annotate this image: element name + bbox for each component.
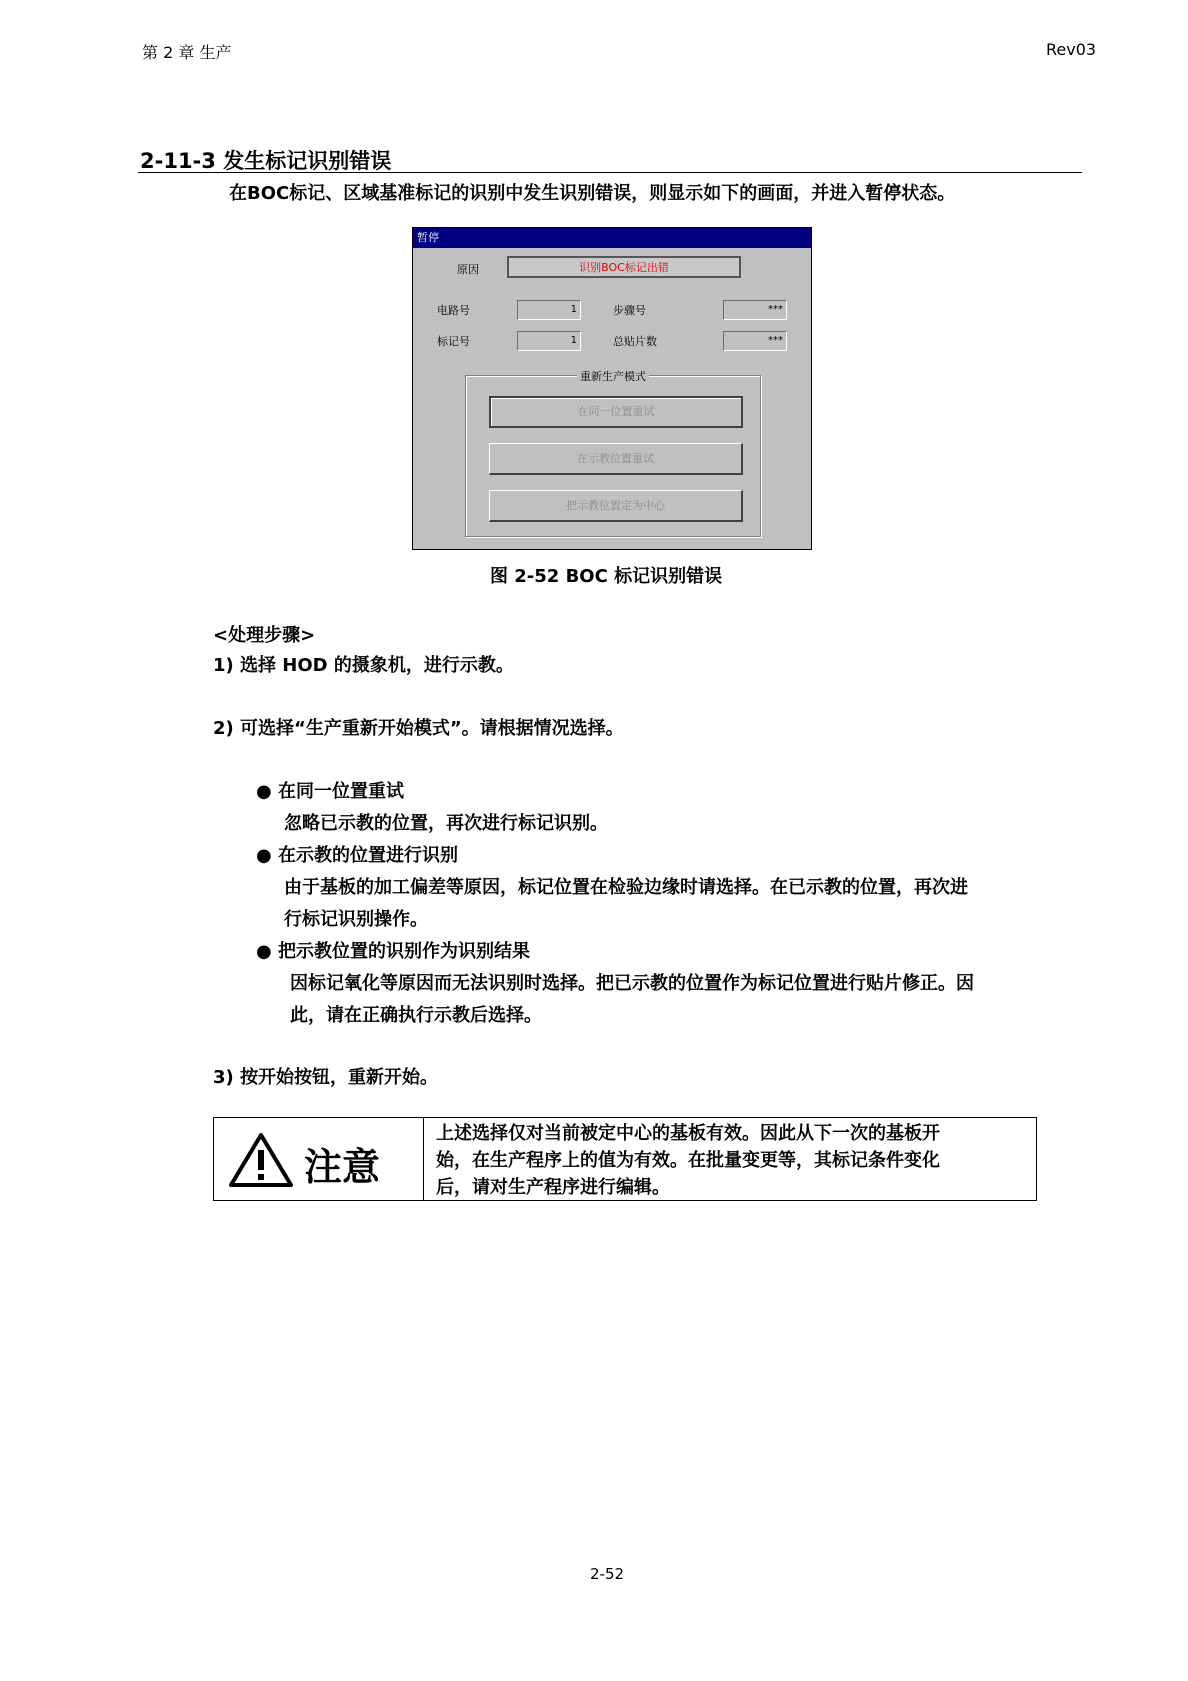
circuit-label: 电路号 bbox=[437, 304, 470, 317]
option-title-2: ● 在示教的位置进行识别 bbox=[256, 845, 458, 866]
caution-text bbox=[436, 1120, 1036, 1201]
caution-label: 注意 bbox=[304, 1145, 381, 1189]
step-field: *** bbox=[723, 300, 787, 320]
pause-dialog bbox=[412, 227, 812, 550]
procedure-step-1: 1) 选择 HOD 的摄象机，进行示教。 bbox=[213, 655, 514, 676]
option-desc-3-line-2: 此，请在正确执行示教后选择。 bbox=[290, 1005, 542, 1026]
caution-line-1: 上述选择仅对当前被定中心的基板有效。因此从下一次的基板开 bbox=[436, 1123, 940, 1144]
retry-same-position-button[interactable]: 在同一位置重试 bbox=[489, 396, 743, 428]
procedure-heading: <处理步骤> bbox=[213, 625, 316, 646]
restart-mode-title: 重新生产模式 bbox=[577, 368, 649, 384]
total-field: *** bbox=[723, 331, 787, 351]
caution-note-box bbox=[213, 1117, 1037, 1201]
revision-label: Rev03 bbox=[1046, 40, 1097, 59]
option-desc-1: 忽略已示教的位置，再次进行标记识别。 bbox=[284, 813, 608, 834]
chapter-header: 第 2 章 生产 bbox=[142, 43, 232, 62]
option-desc-3-line-1: 因标记氧化等原因而无法识别时选择。把已示教的位置作为标记位置进行贴片修正。因 bbox=[290, 973, 974, 994]
retry-teach-position-button[interactable]: 在示教位置重试 bbox=[489, 443, 743, 475]
intro-text: 在BOC标记、区域基准标记的识别中发生识别错误，则显示如下的画面，并进入暂停状态。 bbox=[229, 183, 956, 204]
figure-caption: 图 2-52 BOC 标记识别错误 bbox=[490, 566, 723, 587]
reason-label: 原因 bbox=[457, 263, 479, 276]
section-title: 2-11-3 发生标记识别错误 bbox=[140, 149, 392, 173]
option-title-3: ● 把示教位置的识别作为识别结果 bbox=[256, 941, 530, 962]
procedure-step-2: 2) 可选择“生产重新开始模式”。请根据情况选择。 bbox=[213, 718, 624, 739]
caution-line-2: 始，在生产程序上的值为有效。在批量变更等，其标记条件变化 bbox=[436, 1150, 940, 1171]
option-desc-2-line-1: 由于基板的加工偏差等原因，标记位置在检验边缘时请选择。在已示教的位置，再次进 bbox=[284, 877, 968, 898]
warning-triangle-icon bbox=[228, 1132, 294, 1188]
circuit-field: 1 bbox=[517, 300, 581, 320]
page-number: 2-52 bbox=[590, 1565, 625, 1583]
total-label: 总贴片数 bbox=[613, 335, 657, 348]
reason-field: 识别BOC标记出错 bbox=[507, 256, 741, 278]
caution-label-cell bbox=[214, 1118, 424, 1200]
set-teach-as-center-button[interactable]: 把示教位置定为中心 bbox=[489, 490, 743, 522]
step-label: 步骤号 bbox=[613, 304, 646, 317]
caution-line-3: 后，请对生产程序进行编辑。 bbox=[436, 1177, 670, 1198]
mark-field: 1 bbox=[517, 331, 581, 351]
title-underline bbox=[138, 172, 1082, 173]
option-title-1: ● 在同一位置重试 bbox=[256, 781, 404, 802]
mark-label: 标记号 bbox=[437, 335, 470, 348]
procedure-step-3: 3) 按开始按钮，重新开始。 bbox=[213, 1067, 439, 1088]
option-desc-2-line-2: 行标记识别操作。 bbox=[284, 909, 428, 930]
dialog-title-bar: 暂停 bbox=[413, 228, 811, 248]
